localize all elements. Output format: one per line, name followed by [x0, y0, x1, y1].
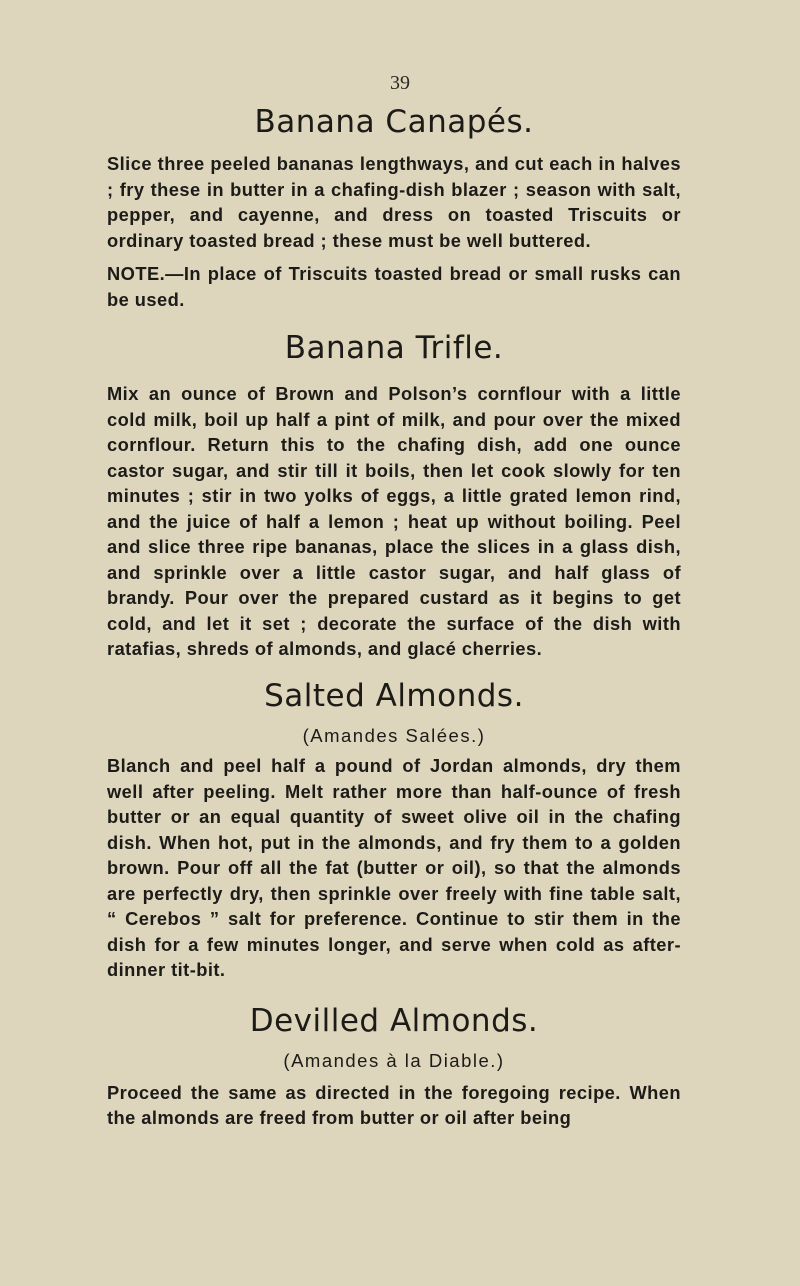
recipe-banana-canapes [107, 104, 681, 312]
recipe-title: Salted Almonds. [264, 677, 524, 714]
recipe-note: NOTE.—In place of Triscuits toasted bread or small rusks can be used. [107, 263, 681, 310]
recipe-paragraph: Mix an ounce of Brown and Polson’s cornflour with a little cold milk, boil up half a pint of milk, and pour over the mixed cornflour. Return this to the chafing dish, add one ounce castor sugar, and stir till it boils, then let cook slowly for ten minutes ; stir in two yolks of eggs, a little grated lemon rind, and the juice of half a lemon ; heat up without boiling. Peel and slice three ripe bananas, place the slices in a glass dish, and sprinkle over a little castor sugar, and half glass of brandy. Pour over the prepared custard as it begins to get cold, and let it set ; decorate the surface of the dish with ratafias, shreds of almonds, and glacé cherries. [107, 383, 681, 660]
recipe-title: Banana Canapés. [254, 104, 534, 140]
recipe-salted-almonds [107, 678, 681, 983]
recipe-title: Devilled Almonds. [249, 1002, 539, 1039]
recipe-devilled-almonds [107, 1003, 681, 1131]
page-number: 39 [390, 72, 410, 94]
recipe-paragraph: Slice three peeled bananas lengthways, and cut each in halves ; fry these in butter in a chafing-dish blazer ; season with salt, pepper, and cayenne, and dress on toasted Triscuits or ordinary toasted bread ; these must be well buttered. [107, 153, 681, 251]
recipe-paragraph: Blanch and peel half a pound of Jordan almonds, dry them well after peeling. Melt rather more than half-ounce of fresh butter or an equal quantity of sweet olive oil in the chafing dish. When hot, put in the almonds, and fry them to a golden brown. Pour off all the fat (butter or oil), so that the almonds are perfectly dry, then sprinkle over freely with fine table salt, “ Cerebos ” salt for preference. Continue to stir them in the dish for a few minutes longer, and serve when cold as after-dinner tit-bit. [107, 755, 681, 981]
recipe-title: Banana Trifle. [284, 330, 504, 367]
recipe-banana-trifle [107, 330, 681, 662]
recipe-subtitle: (Amandes à la Diable.) [283, 1049, 505, 1071]
recipe-paragraph: Proceed the same as directed in the foregoing recipe. When the almonds are freed from butter or oil after being [107, 1081, 681, 1129]
page-content [107, 104, 681, 1131]
recipe-subtitle: (Amandes Salées.) [302, 725, 486, 747]
